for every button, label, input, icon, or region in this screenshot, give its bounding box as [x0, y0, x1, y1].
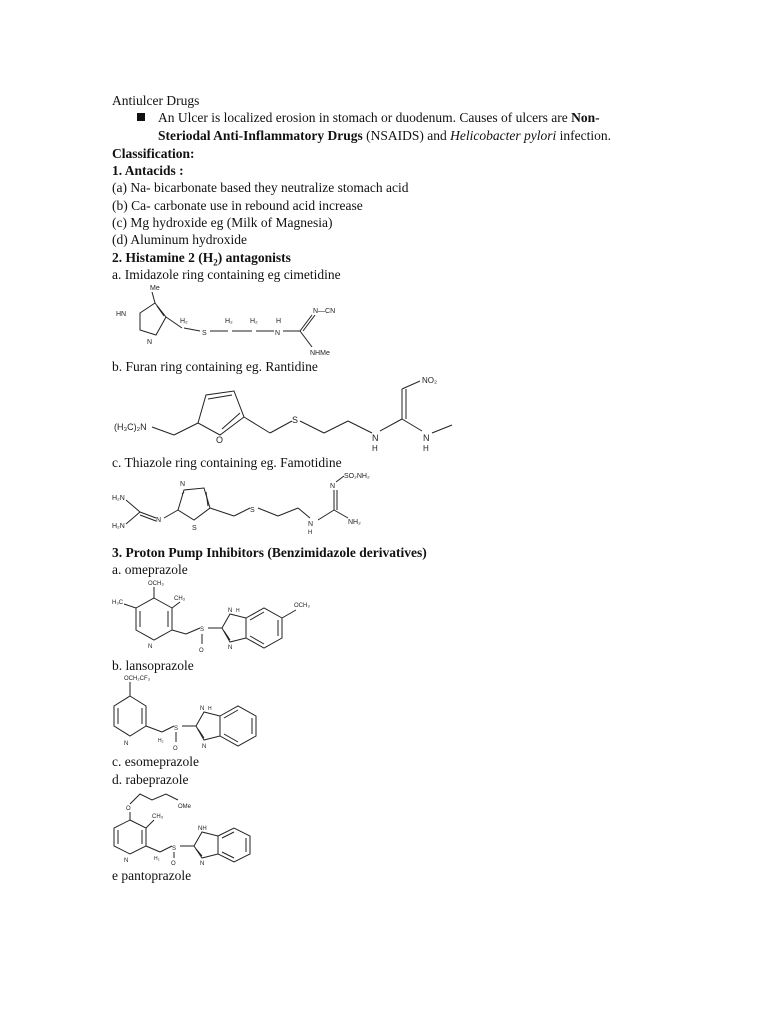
antacid-item: (a) Na- bicarbonate based they neutralize stomach acid: [112, 180, 409, 195]
chem-label: H₃C: [112, 600, 124, 606]
chem-label: N: [200, 861, 205, 866]
chem-label: S: [202, 330, 207, 337]
chem-label: H₂: [180, 318, 188, 325]
chem-label: OCH₃: [148, 581, 164, 587]
chem-label: N: [147, 339, 153, 346]
chem-label: H: [208, 706, 212, 712]
chem-label: CH₃: [174, 596, 186, 602]
chem-label: H: [236, 608, 240, 614]
chem-label: O: [126, 806, 131, 812]
intro-text-2: (NSAIDS) and: [362, 128, 451, 143]
lansoprazole-structure: [110, 672, 270, 754]
ppi-item-esomeprazole: c. esomeprazole: [112, 754, 199, 769]
chem-label: NH₂: [348, 519, 361, 526]
chem-label: H: [276, 318, 282, 325]
chem-label: OCH₂CF₃: [124, 676, 151, 682]
famotidine-structure: [110, 470, 380, 538]
chem-label: N: [275, 330, 281, 337]
intro-text-1: An Ulcer is localized erosion in stomach or duodenum. Causes of ulcers are: [158, 110, 572, 125]
chem-label: N: [372, 433, 379, 443]
ppi-item-rabeprazole: d. rabeprazole: [112, 772, 189, 787]
omeprazole-structure: [110, 576, 330, 658]
chem-label: H: [372, 444, 378, 453]
chem-label: N: [202, 744, 207, 750]
cimetidine-structure: [110, 283, 370, 358]
chem-label: H₂: [154, 856, 160, 862]
intro-italic: Helicobacter pylori: [450, 128, 557, 143]
antacids-heading: 1. Antacids :: [112, 163, 184, 178]
bullet-icon: [137, 113, 145, 121]
chem-label: N: [124, 741, 129, 747]
chem-label: (H₃C)₂N: [114, 422, 147, 432]
antacid-item: (c) Mg hydroxide eg (Milk of Magnesia): [112, 215, 333, 230]
chem-label: H₂: [225, 318, 233, 325]
intro-text-3: infection.: [556, 128, 611, 143]
chem-label: OCH₃: [294, 603, 310, 609]
chem-label: N: [423, 433, 430, 443]
chem-label: O: [216, 435, 224, 445]
chem-label: N: [200, 706, 205, 712]
chem-label: O: [171, 861, 176, 866]
ppi-item-omeprazole: a. omeprazole: [112, 562, 188, 577]
chem-label: S: [250, 507, 255, 514]
chem-label: S: [292, 415, 299, 425]
page-title: Antiulcer Drugs: [112, 93, 200, 108]
chem-label: N: [180, 481, 186, 488]
h2-heading-sub: 2: [213, 257, 218, 268]
chem-label: N: [156, 517, 162, 524]
chem-label: S: [192, 525, 197, 532]
chem-label: SO₂NH₂: [344, 473, 370, 480]
chem-label: H₂N: [112, 495, 125, 502]
h2-item-ranitidine: b. Furan ring containing eg. Rantidine: [112, 359, 318, 374]
chem-label: H: [308, 530, 313, 536]
ppi-item-lansoprazole: b. lansoprazole: [112, 658, 194, 673]
intro-bold-2: Steriodal Anti-Inflammatory Drugs: [158, 128, 363, 143]
chem-label: N: [228, 645, 233, 651]
chem-label: N: [330, 483, 336, 490]
chem-label: H: [423, 444, 429, 453]
ppi-heading: 3. Proton Pump Inhibitors (Benzimidazole derivatives): [112, 545, 427, 560]
intro-line-1: [158, 109, 600, 126]
chem-label: NHMe: [310, 350, 330, 357]
chem-label: N: [124, 858, 129, 864]
chem-label: O: [199, 648, 204, 654]
intro-bold-1: Non-: [571, 110, 600, 125]
chem-label: N—CN: [313, 308, 336, 315]
chem-label: S: [200, 627, 205, 633]
chem-label: NH: [198, 826, 207, 832]
chem-label: N: [148, 644, 153, 650]
ppi-item-pantoprazole: e pantoprazole: [112, 868, 192, 883]
rabeprazole-structure: [110, 786, 260, 866]
chem-label: CH₃: [152, 814, 164, 820]
chem-label: S: [174, 726, 179, 732]
chem-label: HN: [116, 311, 127, 318]
h2-item-cimetidine: a. Imidazole ring containing eg cimetidine: [112, 267, 341, 282]
h2-heading-post: ) antagonists: [217, 250, 291, 265]
intro-line-2: [158, 127, 611, 144]
chem-label: N: [308, 521, 314, 528]
chem-label: H₂: [250, 318, 258, 325]
chem-label: H₂N: [112, 523, 125, 530]
chem-label: NO₂: [422, 376, 438, 385]
chem-label: Me: [150, 285, 160, 292]
h2-heading-pre: 2. Histamine 2 (H: [112, 250, 214, 265]
classification-heading: Classification:: [112, 146, 195, 161]
chem-label: O: [173, 746, 178, 752]
chem-label: OMe: [178, 804, 192, 810]
h2-item-famotidine: c. Thiazole ring containing eg. Famotidine: [112, 455, 342, 470]
ranitidine-structure: [110, 373, 460, 455]
chem-label: H₂: [158, 738, 164, 744]
chem-label: S: [172, 846, 177, 852]
antacid-item: (d) Aluminum hydroxide: [112, 232, 247, 247]
antacid-item: (b) Ca- carbonate use in rebound acid increase: [112, 198, 363, 213]
chem-label: N: [228, 608, 233, 614]
